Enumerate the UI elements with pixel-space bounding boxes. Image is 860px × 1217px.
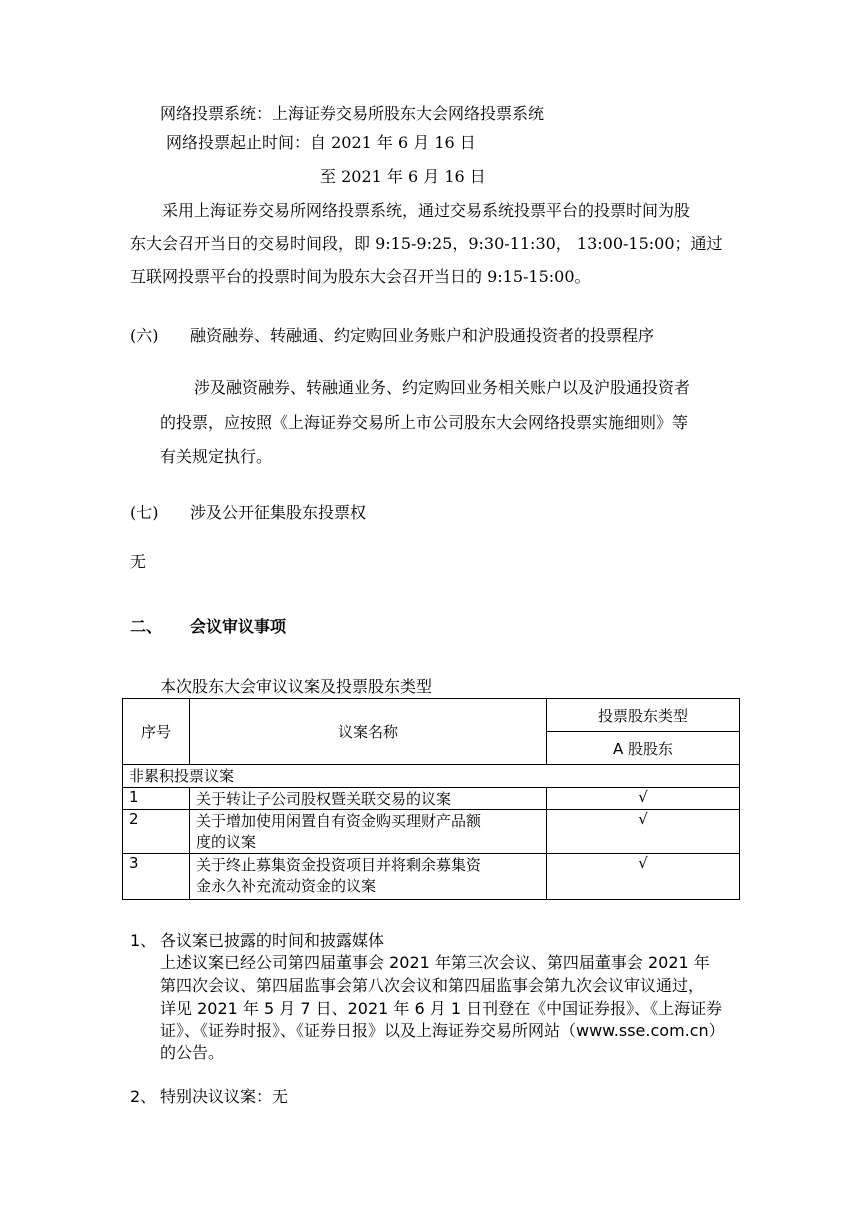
voting-desc-line2: 东大会召开当日的交易时间段，即 9:15-9:25，9:30-11:30， 13:00-15:00；通过 xyxy=(130,234,723,253)
row-no: 2 xyxy=(123,810,190,854)
proposal-table xyxy=(122,698,740,900)
note1-title: 各议案已披露的时间和披露媒体 xyxy=(160,931,385,950)
row-name-line2: 金永久补充流动资金的议案 xyxy=(196,877,377,895)
note1-line3: 详见 2021 年 5 月 7 日、2021 年 6 月 1 日刊登在《中国证券报》、《上海证券 xyxy=(160,999,723,1018)
note1-number: 1、 xyxy=(130,931,157,950)
note1-line5: 的公告。 xyxy=(160,1043,225,1062)
row-no: 3 xyxy=(123,854,190,900)
header-name: 议案名称 xyxy=(190,699,547,765)
section7-body: 无 xyxy=(130,552,147,571)
note1-line2: 第四次会议、第四届监事会第八次会议和第四届监事会第九次会议审议通过， xyxy=(160,976,705,995)
table-row xyxy=(123,810,740,854)
part2-number: 二、 xyxy=(130,617,163,636)
table-row xyxy=(123,788,740,810)
header-type: 投票股东类型 xyxy=(547,699,740,732)
row-name xyxy=(190,810,547,854)
section6-body-line2: 的投票，应按照《上海证券交易所上市公司股东大会网络投票实施细则》等 xyxy=(160,413,689,432)
section7-title: 涉及公开征集股东投票权 xyxy=(190,503,367,522)
section6-title: 融资融券、转融通、约定购回业务账户和沪股通投资者的投票程序 xyxy=(190,326,655,345)
section6-body-line1: 涉及融资融券、转融通业务、约定购回业务相关账户以及沪股通投资者 xyxy=(194,378,691,397)
voting-desc-line1: 采用上海证券交易所网络投票系统，通过交易系统投票平台的投票时间为股 xyxy=(162,201,691,220)
table-row xyxy=(123,854,740,900)
row-no: 1 xyxy=(123,788,190,810)
row-name xyxy=(190,788,547,810)
row-name xyxy=(190,854,547,900)
row-check: √ xyxy=(547,810,740,854)
table-caption: 本次股东大会审议议案及投票股东类型 xyxy=(160,677,433,696)
section6-number: (六) xyxy=(130,326,159,345)
header-subtype: A 股股东 xyxy=(547,732,740,765)
row-check: √ xyxy=(547,854,740,900)
note2-number: 2、 xyxy=(130,1087,157,1106)
row-name-line1: 关于终止募集资金投资项目并将剩余募集资 xyxy=(196,856,482,874)
part2-title: 会议审议事项 xyxy=(190,617,287,636)
voting-desc-line3: 互联网投票平台的投票时间为股东大会召开当日的 9:15-15:00。 xyxy=(130,267,591,286)
section6-body-line3: 有关规定执行。 xyxy=(160,447,273,466)
voting-time-to-line: 至 2021 年 6 月 16 日 xyxy=(320,167,486,186)
header-no: 序号 xyxy=(123,699,190,765)
row-name-line2: 度的议案 xyxy=(196,833,257,851)
row-check: √ xyxy=(547,788,740,810)
section7-number: (七) xyxy=(130,503,159,522)
row-name-line1: 关于增加使用闲置自有资金购买理财产品额 xyxy=(196,812,482,830)
note2-text: 特别决议议案：无 xyxy=(160,1087,289,1106)
note1-line4: 证》、《证券时报》、《证券日报》以及上海证券交易所网站（www.sse.com.cn） xyxy=(160,1021,725,1040)
note1-line1: 上述议案已经公司第四届董事会 2021 年第三次会议、第四届董事会 2021 年 xyxy=(160,953,710,972)
group-label: 非累积投票议案 xyxy=(123,765,740,788)
row-name-line1: 关于转让子公司股权暨关联交易的议案 xyxy=(196,790,452,808)
voting-system-line: 网络投票系统：上海证券交易所股东大会网络投票系统 xyxy=(160,104,545,123)
voting-time-from-line: 网络投票起止时间：自 2021 年 6 月 16 日 xyxy=(166,133,476,152)
